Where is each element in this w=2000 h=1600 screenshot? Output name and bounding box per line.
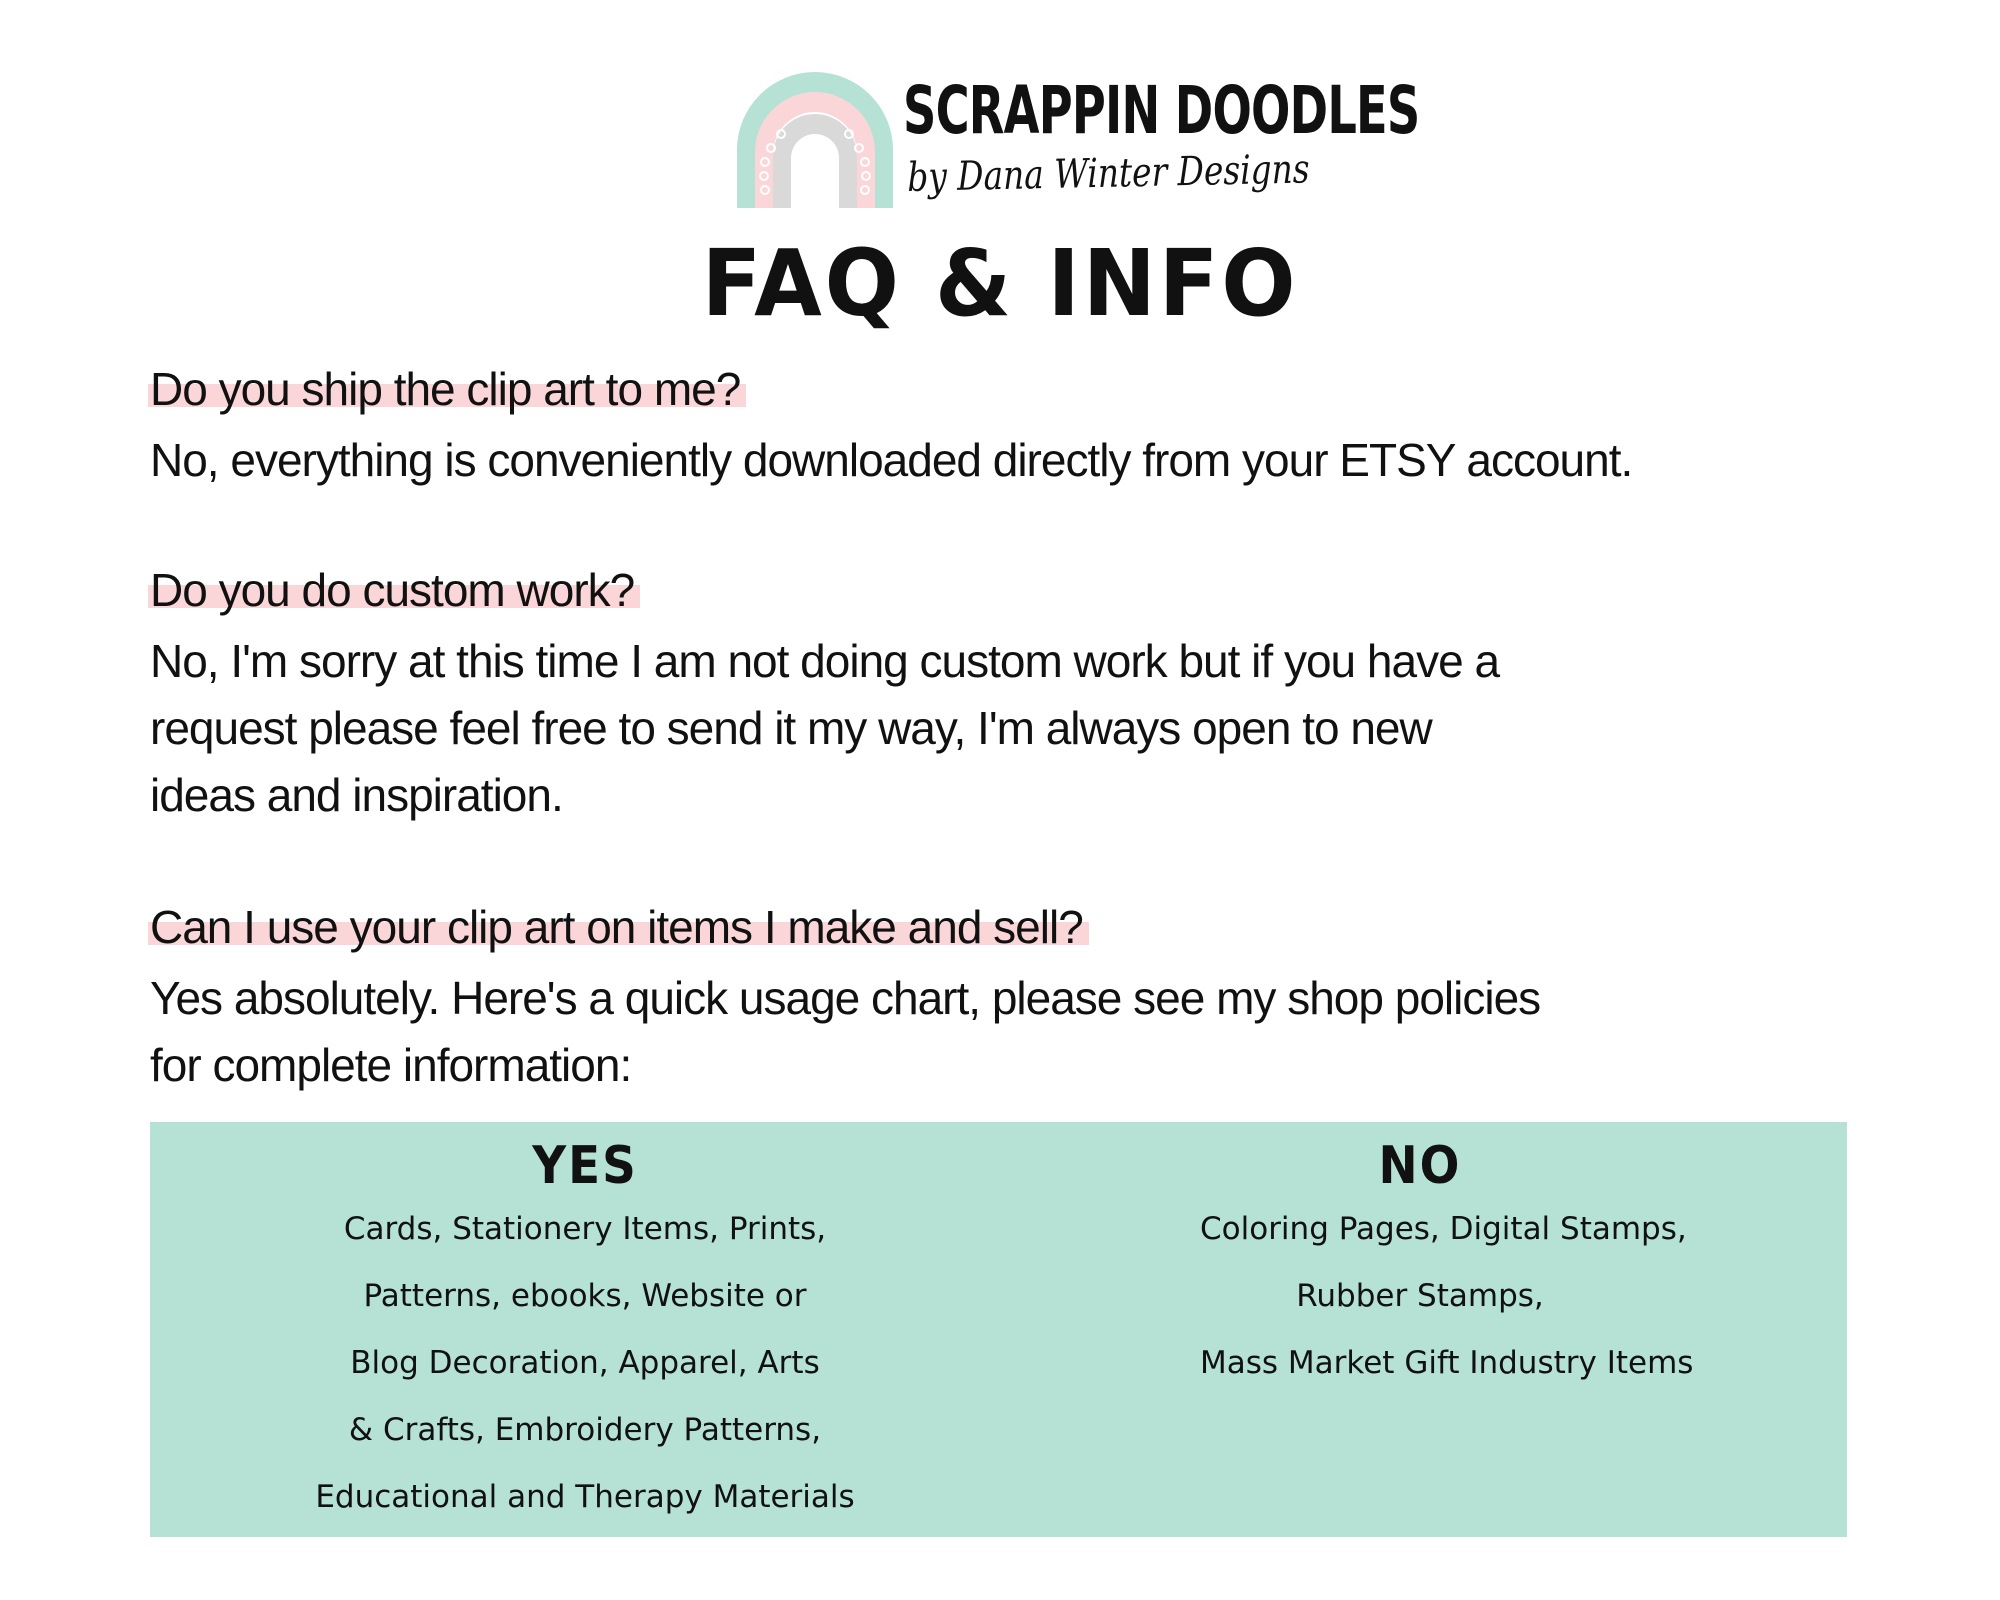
faq-answer-line: Yes absolutely. Here's a quick usage chart, please see my shop policies	[150, 972, 1541, 1024]
usage-yes-item: Blog Decoration, Apparel, Arts	[350, 1345, 820, 1381]
faq-item	[148, 365, 1948, 494]
faq-answer-line: No, I'm sorry at this time I am not doing custom work but if you have a	[150, 635, 1500, 687]
usage-yes-item: Patterns, ebooks, Website or	[363, 1278, 807, 1314]
faq-question: Do you ship the clip art to me?	[148, 365, 746, 413]
faq-answer-line: request please feel free to send it my way, I'm always open to new	[150, 702, 1432, 754]
usage-no-heading: NO	[1378, 1136, 1462, 1196]
usage-no-column	[1200, 1136, 1694, 1397]
faq-item	[148, 566, 1948, 829]
brand-logo	[735, 72, 1420, 212]
rainbow-icon	[735, 72, 895, 212]
usage-chart	[150, 1122, 1847, 1537]
usage-yes-item: & Crafts, Embroidery Patterns,	[348, 1412, 822, 1448]
faq-item	[148, 903, 1948, 1099]
faq-answer-line: No, everything is conveniently downloaded directly from your ETSY account.	[150, 434, 1633, 486]
faq-answer-line: for complete information:	[150, 1039, 632, 1091]
usage-yes-column	[290, 1136, 880, 1531]
usage-yes-item: Cards, Stationery Items, Prints,	[343, 1211, 827, 1247]
page-title: FAQ & INFO	[701, 230, 1299, 337]
usage-no-item: Mass Market Gift Industry Items	[1200, 1345, 1694, 1381]
usage-yes-heading: YES	[532, 1136, 638, 1196]
faq-question: Can I use your clip art on items I make and sell?	[148, 903, 1089, 951]
brand-byline: by Dana Winter Designs	[906, 146, 1310, 201]
usage-no-item: Rubber Stamps,	[1296, 1278, 1544, 1314]
usage-yes-item: Educational and Therapy Materials	[315, 1479, 855, 1515]
faq-answer-line: ideas and inspiration.	[150, 769, 563, 821]
faq-question: Do you do custom work?	[148, 566, 640, 614]
brand-name: SCRAPPIN DOODLES	[903, 72, 1420, 149]
usage-no-item: Coloring Pages, Digital Stamps,	[1200, 1211, 1687, 1247]
